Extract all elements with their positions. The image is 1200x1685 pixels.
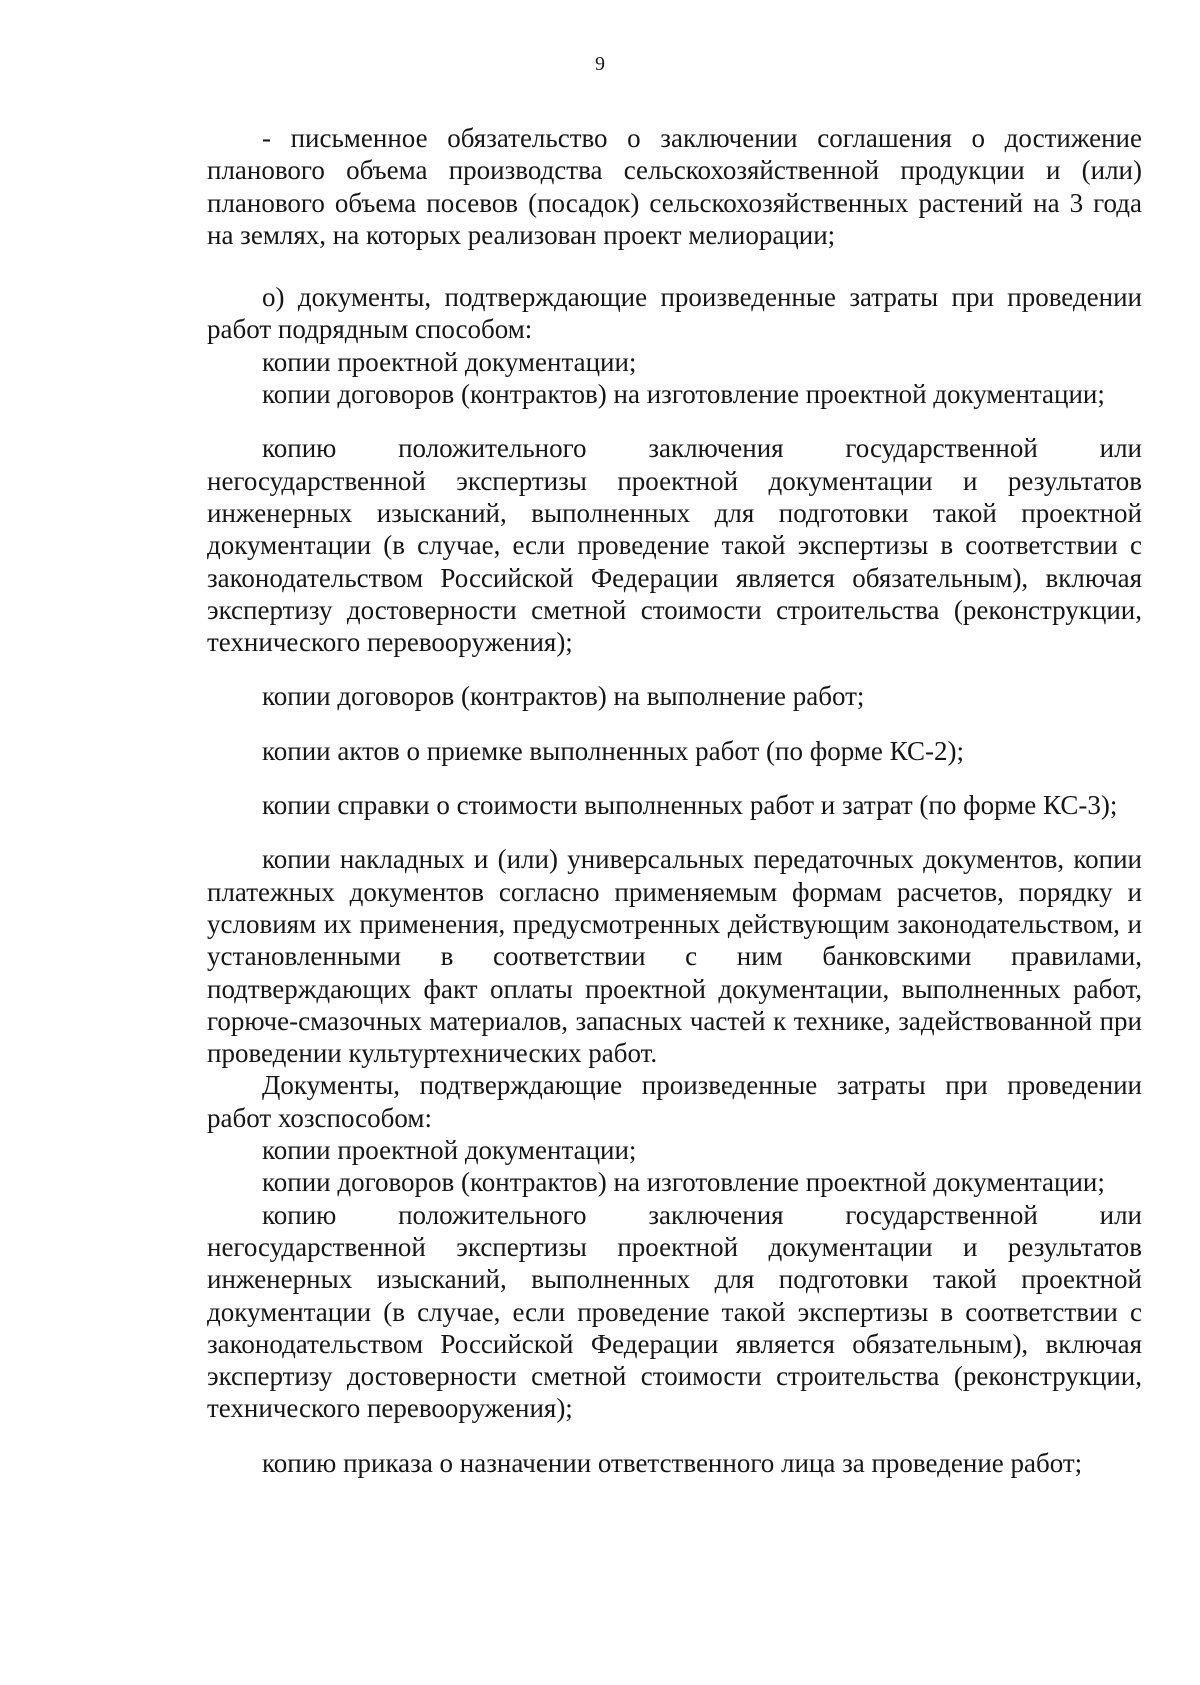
paragraph-work-contracts-copies: копии договоров (контрактов) на выполнение работ; bbox=[262, 681, 865, 712]
paragraph-own-forces-costs: Документы, подтверждающие произведенные затраты при проведении работ хозспособом: bbox=[207, 1070, 1142, 1133]
paragraph-expertise-conclusion-2: копию положительного заключения государственной или негосударственной экспертизы проектной документации и результатов инженерных изысканий, выполненных для подготовки такой проектной документации (в случае, если проведение такой экспертизы в соответствии с законодательством Российской Федерации является обязательным), включая экспертизу достоверности сметной стоимости строительства (реконструкции, технического перевооружения); bbox=[207, 1199, 1142, 1424]
document-body bbox=[207, 122, 1142, 1479]
paragraph-design-contracts-copies-2: копии договоров (контрактов) на изготовление проектной документации; bbox=[262, 1167, 1105, 1198]
page-number: 9 bbox=[595, 53, 605, 75]
paragraph-item-o-contractor-costs: о) документы, подтверждающие произведенные затраты при проведении работ подрядным способом: bbox=[207, 282, 1142, 345]
paragraph-expertise-conclusion: копию положительного заключения государственной или негосударственной экспертизы проектной документации и результатов инженерных изысканий, выполненных для подготовки такой проектной документации (в случае, если проведение такой экспертизы в соответствии с законодательством Российской Федерации является обязательным), включая экспертизу достоверности сметной стоимости строительства (реконструкции, технического перевооружения); bbox=[207, 433, 1142, 658]
paragraph-written-obligation: - письменное обязательство о заключении соглашения о достижение планового объема производства сельскохозяйственной продукции и (или) планового объема посевов (посадок) сельскохозяйственных растений на 3 года на землях, на которых реализован проект мелиорации; bbox=[207, 123, 1142, 250]
paragraph-invoices-payments: копии накладных и (или) универсальных передаточных документов, копии платежных документов согласно применяемым формам расчетов, порядку и условиям их применения, предусмотренных действующим законодательством, и установленными в соответствии с ним банковскими правилами, подтверждающих факт оплаты проектной документации, выполненных работ, горюче-смазочных материалов, запасных частей к технике, задействованной при проведении культуртехнических работ. bbox=[207, 844, 1142, 1069]
paragraph-responsible-person-order: копию приказа о назначении ответственного лица за проведение работ; bbox=[262, 1447, 1083, 1478]
paragraph-ks2-acts: копии актов о приемке выполненных работ (по форме КС-2); bbox=[262, 735, 964, 766]
paragraph-project-docs-copies-2: копии проектной документации; bbox=[262, 1135, 637, 1166]
paragraph-project-docs-copies: копии проектной документации; bbox=[262, 346, 637, 377]
paragraph-ks3-certificate: копии справки о стоимости выполненных работ и затрат (по форме КС-3); bbox=[262, 790, 1118, 821]
paragraph-design-contracts-copies: копии договоров (контрактов) на изготовление проектной документации; bbox=[262, 379, 1105, 410]
